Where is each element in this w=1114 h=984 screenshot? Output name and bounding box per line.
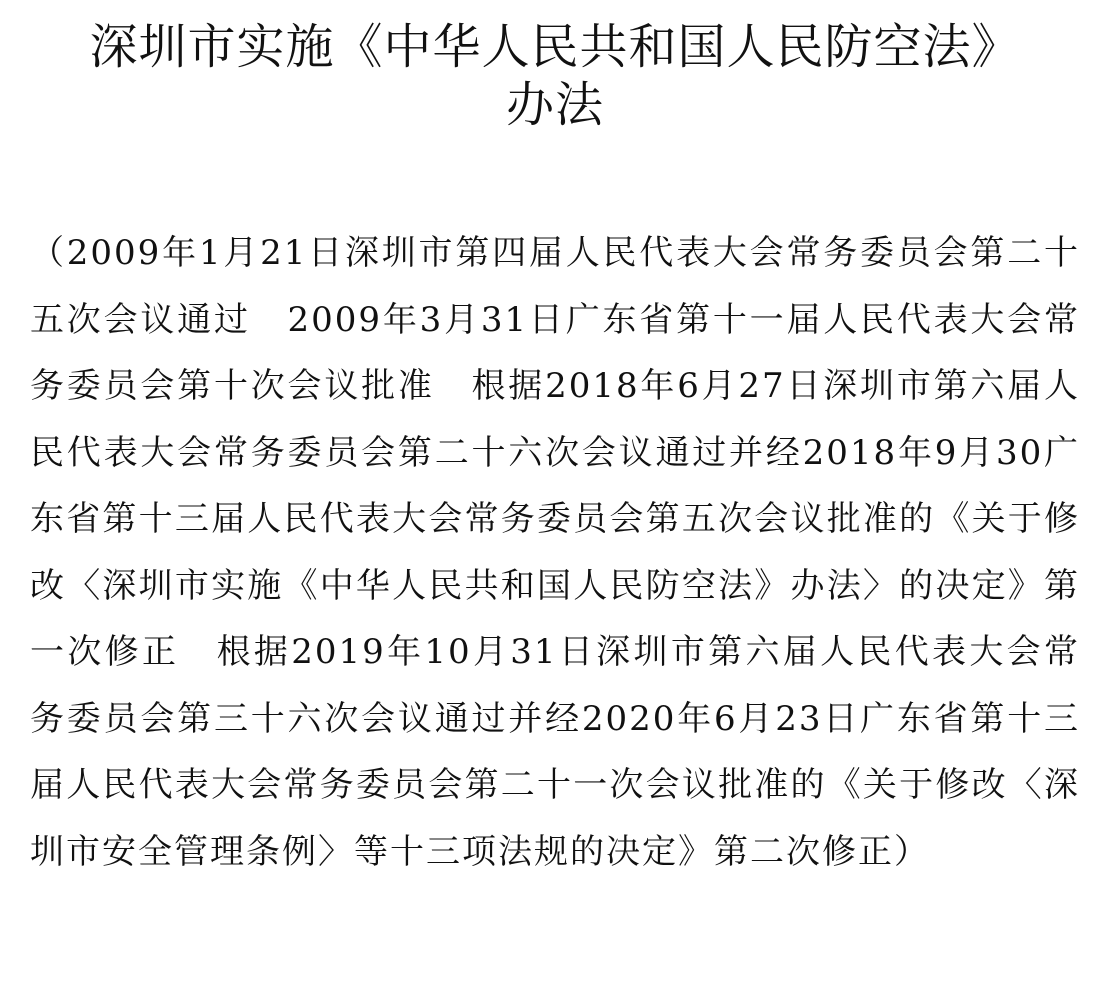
document-title — [30, 18, 1080, 134]
title-line-2: 办法 — [505, 77, 604, 133]
adoption-note: （2009年1月21日深圳市第四届人民代表大会常务委员会第二十五次会议通过 2009年3月31日广东省第十一届人民代表大会常务委员会第十次会议批准 根据2018年6月27日深圳市第六届人民代表大会常务委员会第二十六次会议通过并经2018年9月30广东省第十三届人民代表大会常务委员会第五次会议批准的《关于修改〈深圳市实施《中华人民共和国人民防空法》办法〉的决定》第一次修正 根据2019年10月31日深圳市第六届人民代表大会常务委员会第三十六次会议通过并经2020年6月23日广东省第十三届人民代表大会常务委员会第二十一次会议批准的《关于修改〈深圳市安全管理条例〉等十三项法规的决定》第二次修正） — [30, 233, 1080, 872]
title-line-1: 深圳市实施《中华人民共和国人民防空法》 — [89, 19, 1021, 75]
